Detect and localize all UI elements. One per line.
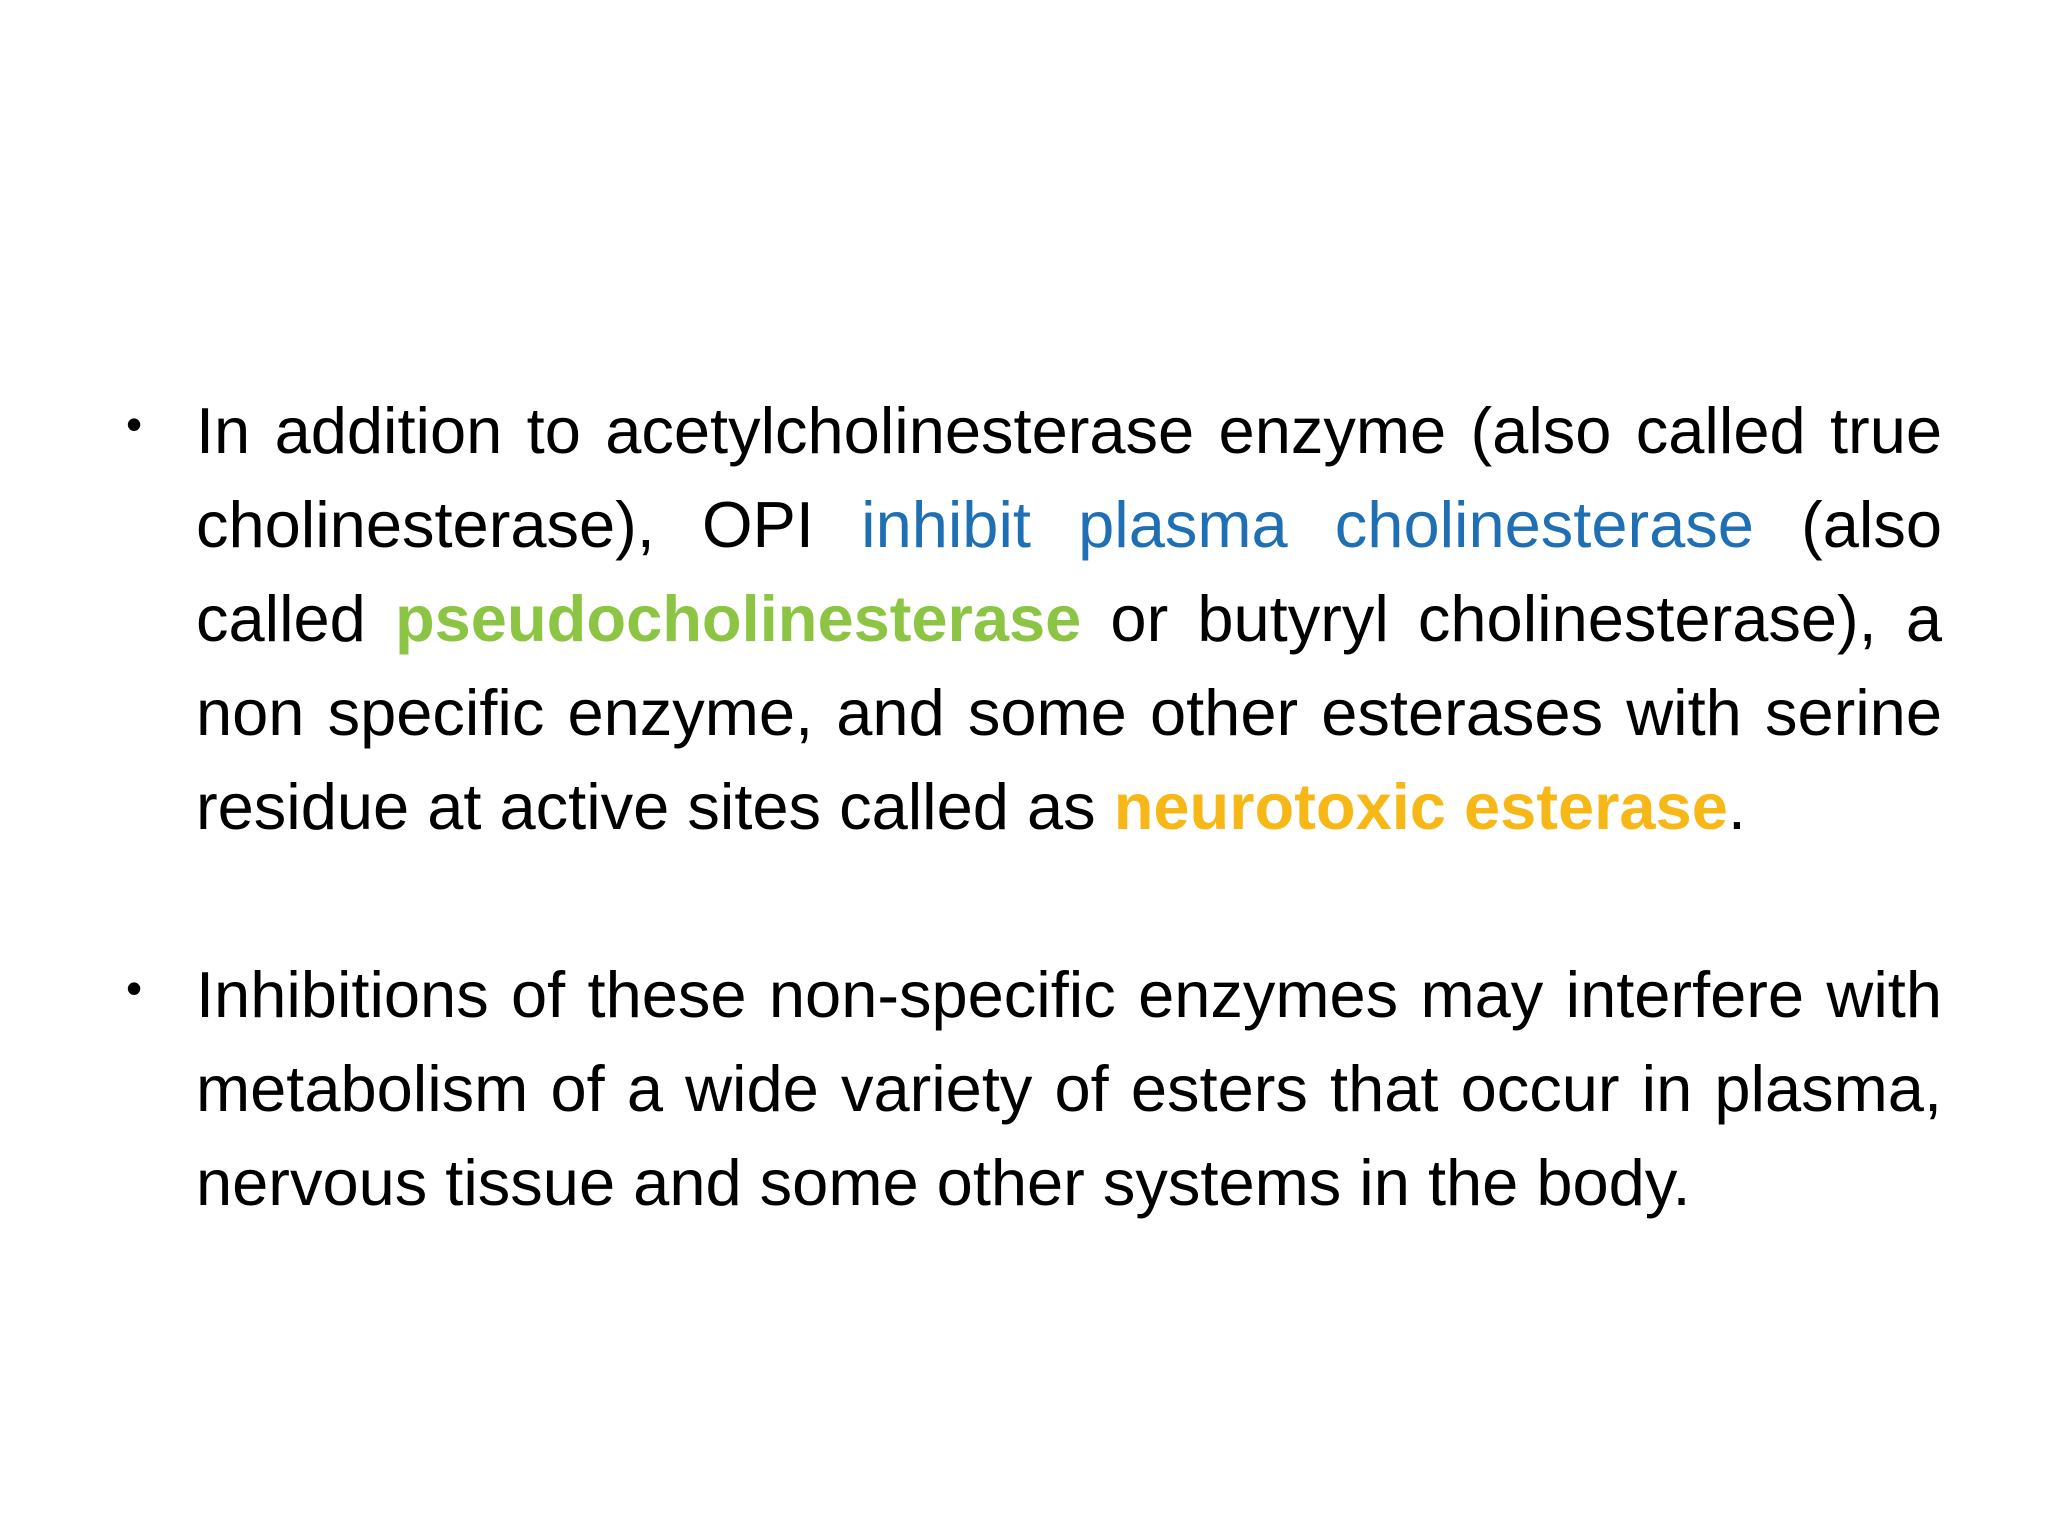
bullet-text: In addition to acetylcholinesterase enzyme (also called true cholinesterase), OPI: [196, 394, 1942, 561]
bullet-text: Inhibitions of these non-specific enzymes may interfere with metabolism of a wide variety of esters that occur in plasma, nervous tissue and some other systems in the body.: [196, 958, 1942, 1219]
bullet-list: [122, 384, 1942, 1230]
highlight-neurotoxic-esterase: neurotoxic esterase: [1113, 770, 1728, 843]
bullet-item-inhibitions: [122, 948, 1942, 1230]
bullet-item-enzymes: [122, 384, 1942, 854]
bullet-dot-icon: •: [126, 398, 143, 450]
bullet-text: (also called: [196, 488, 1942, 655]
bullet-dot-icon: •: [126, 962, 143, 1014]
bullet-text: or butyryl cholinesterase), a non specific enzyme, and some other esterases with serine residue at active sites called as: [196, 582, 1943, 843]
bullet-text: .: [1727, 770, 1746, 843]
highlight-pseudocholinesterase: pseudocholinesterase: [394, 582, 1082, 655]
highlight-plasma-cholinesterase: inhibit plasma cholinesterase: [861, 488, 1754, 561]
